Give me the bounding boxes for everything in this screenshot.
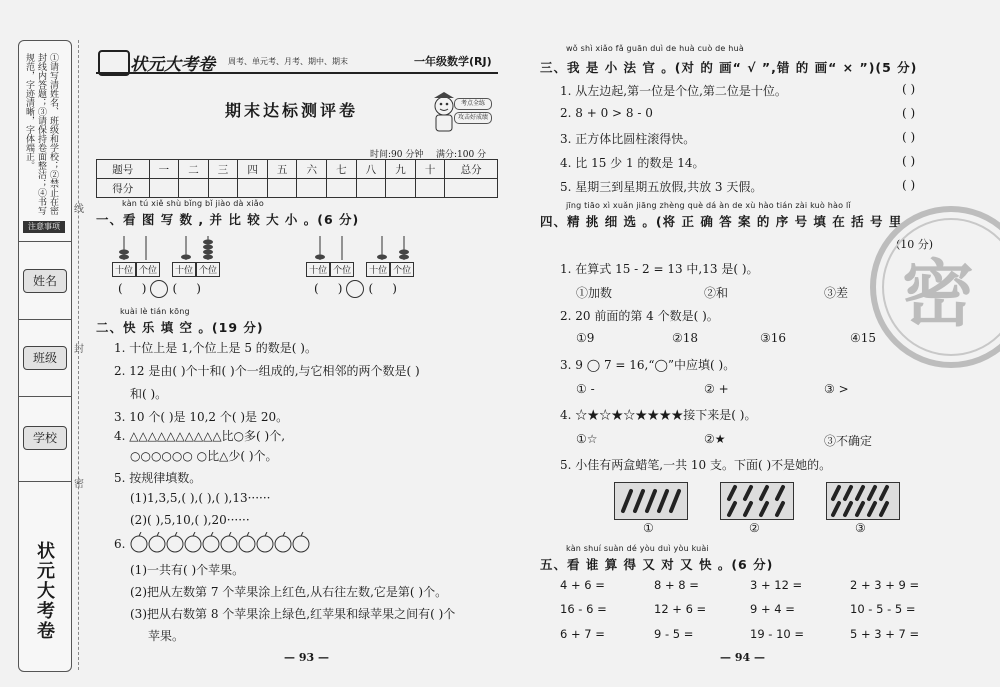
s2-title: 二、快 乐 填 空 。(19 分) [96, 320, 264, 335]
judge-paren[interactable]: ( ) [902, 106, 916, 120]
calc-item[interactable]: 3 + 12 = [750, 578, 803, 592]
s2-item: 3. 10 个( )是 10,2 个( )是 20。 [114, 410, 289, 424]
s2-item: (2)( ),5,10,( ),20······ [130, 513, 250, 527]
s4-option[interactable]: ③ [855, 521, 866, 535]
calc-item[interactable]: 16 - 6 = [560, 602, 607, 616]
score-header: 总分 [445, 160, 498, 179]
notice-tag: 注意事项 [23, 221, 65, 233]
abacus-label: 个位 [136, 262, 160, 277]
score-cell[interactable] [356, 179, 386, 198]
header-rule [96, 72, 498, 74]
s4-option[interactable]: ③不确定 [824, 434, 873, 448]
s2-item: 1. 十位上是 1,个位上是 5 的数是( )。 [114, 341, 317, 355]
s4-option[interactable]: ③ > [824, 382, 849, 396]
cut-char: 线 [74, 204, 84, 215]
s4-question: 3. 9 ◯ 7 = 16,“◯”中应填( )。 [560, 358, 736, 372]
s2-item: 苹果。 [148, 629, 185, 643]
s4-option[interactable]: ③差 [824, 286, 849, 300]
calc-item[interactable]: 9 + 4 = [750, 602, 795, 616]
name-label: 姓名 [23, 269, 67, 293]
s2-pinyin: kuài lè tián kōng [120, 307, 190, 316]
s2-item: (2)把从左数第 7 个苹果涂上红色,从右往左数,它是第( )个。 [130, 585, 448, 599]
divider [19, 481, 71, 482]
score-cell[interactable] [386, 179, 416, 198]
compare-row-2: ( ) ( ) [314, 280, 397, 298]
mascot-icon [430, 92, 490, 136]
calc-item[interactable]: 6 + 7 = [560, 627, 605, 641]
page-number: — 94 — [720, 651, 765, 664]
crayon-box-1 [614, 482, 688, 520]
score-header: 三 [208, 160, 238, 179]
seal-line [78, 40, 79, 670]
abacus-label: 个位 [390, 262, 414, 277]
s4-option[interactable]: ①9 [576, 331, 595, 345]
cut-char: 密 [74, 479, 84, 490]
s2-item: 6. [114, 537, 126, 551]
stamp-char: 密 [902, 252, 975, 336]
s2-item: 和( )。 [130, 387, 168, 401]
s4-question: 4. ☆★☆★☆★★★★接下来是( )。 [560, 408, 757, 422]
s2-item: 5. 按规律填数。 [114, 471, 202, 485]
calc-item[interactable]: 2 + 3 + 9 = [850, 578, 920, 592]
s2-item: (1)一共有( )个苹果。 [130, 563, 245, 577]
score-cell[interactable] [208, 179, 238, 198]
s2-item: 4. △△△△△△△△△△比○多( )个, [114, 429, 286, 443]
score-cell[interactable] [238, 179, 268, 198]
calc-item[interactable]: 10 - 5 - 5 = [850, 602, 916, 616]
s3-title: 三、我 是 小 法 官 。(对 的 画“ √ ”,错 的 画“ × ”)(5 分) [540, 60, 918, 75]
score-header: 题号 [97, 160, 150, 179]
brand-name: 状元大考卷 [130, 55, 215, 75]
notice-text: ①请写清姓名、班级和学校；②禁止在密封线内答题；③请保持卷面整洁；④书写规范，字迹清晰，字体端正。 [24, 53, 58, 215]
divider [19, 396, 71, 397]
score-row-label: 得分 [97, 179, 150, 198]
s4-option[interactable]: ② [749, 521, 760, 535]
s4-option[interactable]: ②★ [704, 432, 726, 446]
score-cell[interactable] [179, 179, 209, 198]
abacus-label: 个位 [330, 262, 354, 277]
score-cell[interactable] [267, 179, 297, 198]
s4-option[interactable]: ①加数 [576, 286, 613, 300]
s5-title: 五、看 谁 算 得 又 对 又 快 。(6 分) [540, 557, 774, 572]
seal-stamp [870, 206, 1000, 368]
s3-item: 2. 8 + 0 > 8 - 0 [560, 106, 653, 120]
page-number: — 93 — [284, 651, 329, 664]
judge-paren[interactable]: ( ) [902, 154, 916, 168]
abacus-label-row [112, 262, 414, 277]
abacus-label: 个位 [196, 262, 220, 277]
calc-item[interactable]: 8 + 8 = [654, 578, 699, 592]
s2-item: 2. 12 是由( )个十和( )个一组成的,与它相邻的两个数是( ) [114, 364, 420, 378]
s4-score: (10 分) [896, 238, 934, 251]
s4-pinyin: jīng tiāo xì xuǎn jiāng zhèng què dá àn de xù hào tián zài kuò hào lǐ [566, 201, 851, 210]
s4-question: 1. 在算式 15 - 2 = 13 中,13 是( )。 [560, 262, 759, 276]
crayon-box-3 [826, 482, 900, 520]
s1-title: 一、看 图 写 数 , 并 比 较 大 小 。(6 分) [96, 212, 360, 227]
calc-item[interactable]: 9 - 5 = [654, 627, 694, 641]
score-cell[interactable] [445, 179, 498, 198]
s4-question: 2. 20 前面的第 4 个数是( )。 [560, 309, 719, 323]
s2-item: (1)1,3,5,( ),( ),( ),13······ [130, 491, 271, 505]
abacus-label: 十位 [112, 262, 136, 277]
s4-option[interactable]: ③16 [760, 331, 787, 345]
s5-pinyin: kàn shuí suàn dé yòu duì yòu kuài [566, 544, 709, 553]
apple-row [130, 532, 310, 557]
s3-item: 4. 比 15 少 1 的数是 14。 [560, 156, 705, 170]
s3-item: 5. 星期三到星期五放假,共放 3 天假。 [560, 180, 763, 194]
class-label: 班级 [23, 346, 67, 370]
s3-item: 3. 正方体比圆柱滚得快。 [560, 132, 696, 146]
page-title: 期末达标测评卷 [225, 101, 359, 120]
s4-option[interactable]: ④15 [850, 331, 877, 345]
school-label: 学校 [23, 426, 67, 450]
s4-title: 四、精 挑 细 选 。(将 正 确 答 案 的 序 号 填 在 括 号 里 [540, 214, 903, 229]
calc-item[interactable]: 12 + 6 = [654, 602, 707, 616]
compare-row-1: ( ) ( ) [118, 280, 201, 298]
score-header: 十 [415, 160, 445, 179]
score-header: 七 [327, 160, 357, 179]
brand-sub: 周考、单元考、月考、期中、期末 [228, 57, 348, 66]
grade-label: 一年级数学(RJ) [414, 55, 492, 68]
score-table [96, 159, 498, 198]
badge-line1: 考点全练 [454, 98, 492, 110]
s2-item: (3)把从右数第 8 个苹果涂上绿色,红苹果和绿苹果之间有( )个 [130, 607, 456, 621]
score-header: 九 [386, 160, 416, 179]
abacus-label: 十位 [306, 262, 330, 277]
s4-option[interactable]: ① - [576, 382, 595, 396]
s4-option[interactable]: ②和 [704, 286, 729, 300]
score-header: 四 [238, 160, 268, 179]
binding-strip [18, 40, 72, 672]
divider [19, 241, 71, 242]
binding-logo: 状元大考卷 [34, 541, 55, 641]
badge-line2: 攻击好成绩 [454, 112, 492, 124]
calc-item[interactable]: 19 - 10 = [750, 627, 805, 641]
crayon-box-2 [720, 482, 794, 520]
s4-question: 5. 小佳有两盒蜡笔,一共 10 支。下面( )不是她的。 [560, 458, 832, 472]
score-cell[interactable] [327, 179, 357, 198]
s4-option[interactable]: ①☆ [576, 432, 598, 446]
s4-option[interactable]: ② + [704, 382, 729, 396]
score-cell[interactable] [297, 179, 327, 198]
s4-option[interactable]: ① [643, 521, 654, 535]
calc-item[interactable]: 4 + 6 = [560, 578, 605, 592]
score-header: 八 [356, 160, 386, 179]
exam-total: 满分:100 分 [436, 150, 487, 160]
calc-item[interactable]: 5 + 3 + 7 = [850, 627, 920, 641]
abacus-label: 十位 [366, 262, 390, 277]
judge-paren[interactable]: ( ) [902, 130, 916, 144]
cut-char: 封 [74, 344, 84, 355]
s4-option[interactable]: ②18 [672, 331, 699, 345]
score-header: 一 [149, 160, 179, 179]
divider [19, 319, 71, 320]
score-header: 六 [297, 160, 327, 179]
judge-paren[interactable]: ( ) [902, 178, 916, 192]
abacus-label: 十位 [172, 262, 196, 277]
score-cell[interactable] [415, 179, 445, 198]
s3-pinyin: wǒ shì xiǎo fǎ guān duì de huà cuò de huà [566, 44, 744, 53]
s3-item: 1. 从左边起,第一位是个位,第二位是十位。 [560, 84, 787, 98]
s1-pinyin: kàn tú xiě shù bǐng bǐ jiào dà xiǎo [122, 199, 264, 208]
compare-circle[interactable] [150, 280, 168, 298]
judge-paren[interactable]: ( ) [902, 82, 916, 96]
score-header: 二 [179, 160, 209, 179]
compare-circle[interactable] [346, 280, 364, 298]
score-cell[interactable] [149, 179, 179, 198]
score-header: 五 [267, 160, 297, 179]
exam-time: 时间:90 分钟 [370, 150, 424, 160]
s2-item: ○○○○○○ ○比△少( )个。 [130, 449, 278, 463]
